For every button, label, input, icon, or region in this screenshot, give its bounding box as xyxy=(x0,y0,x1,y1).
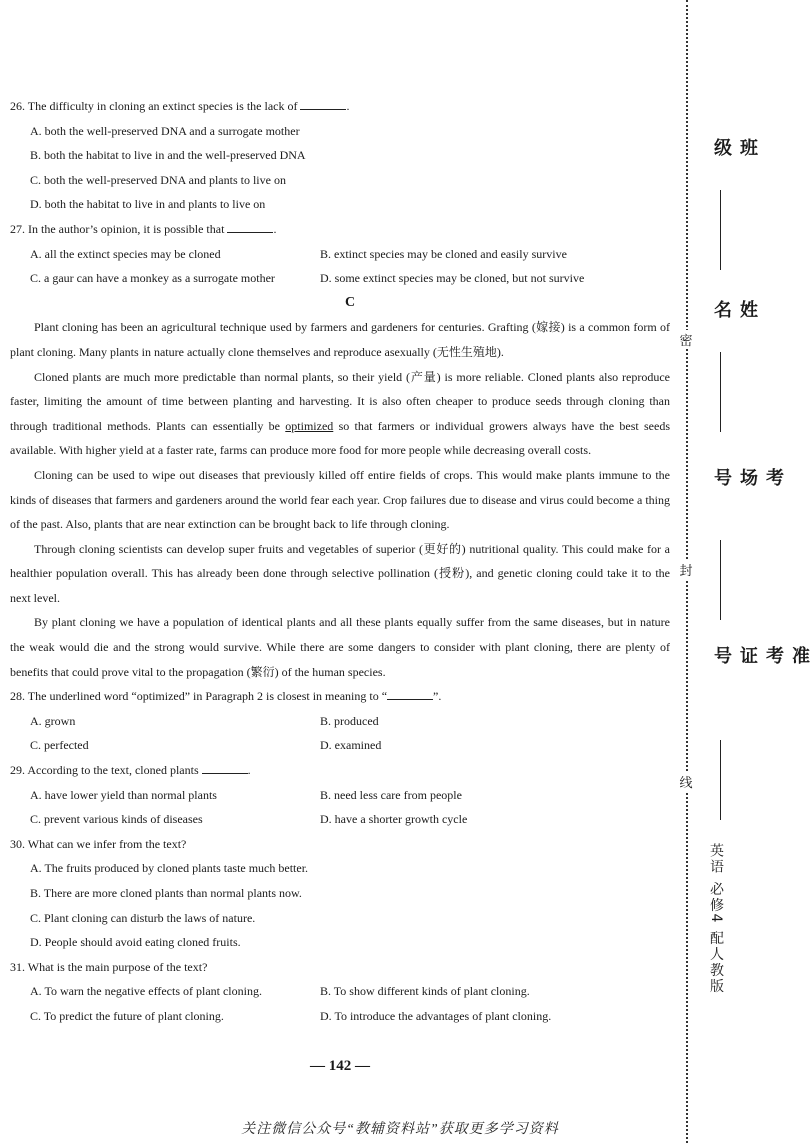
question-30-option-a: A. The fruits produced by cloned plants taste much better. xyxy=(30,861,309,876)
question-31-option-c: C. To predict the future of plant cloning. xyxy=(30,1008,224,1023)
question-29-option-d: D. have a shorter growth cycle xyxy=(320,812,468,827)
field-admission-no-line xyxy=(720,740,721,820)
field-class-line xyxy=(720,190,721,270)
question-26-stem: 26. The difficulty in cloning an extinct species is the lack of . xyxy=(10,99,350,113)
passage-paragraph-5: By plant cloning we have a population of identical plants and all these plants equally suffer from the same diseases, but in nature the weak would die and the strong would survive. While there are some dangers to consider with plant cloning, there are plenty of benefits that could prove vital to the propagation (繁衍) of the human species. xyxy=(10,615,670,679)
field-exam-room-label: 考场号 xyxy=(711,468,784,488)
underlined-word: optimized xyxy=(285,418,334,433)
field-class-label: 班级 xyxy=(711,138,758,158)
question-31-option-a: A. To warn the negative effects of plant cloning. xyxy=(30,984,262,999)
answer-blank xyxy=(300,97,346,110)
field-admission-no-label: 准考证号 xyxy=(711,646,810,666)
answer-blank xyxy=(227,220,273,233)
footer-note: 关注微信公众号“教辅资料站”获取更多学习资料 xyxy=(241,1122,559,1137)
question-26-option-b: B. both the habitat to live in and the well-preserved DNA xyxy=(30,148,306,163)
passage-paragraph-2: Cloned plants are much more predictable than normal plants, so their yield (产量) is more reliable. Cloned plants also reproduce faster, limiting the amount of time between planting and harvesting. It is also often cheaper to produce seeds through cloning than through traditional methods. Plants can essentially be optimized so that farmers or individual growers always have the best seeds available. With higher yield at a faster rate, farms can produce more food for more people while decreasing overall costs. xyxy=(10,369,670,458)
passage-paragraph-4: Through cloning scientists can develop super fruits and vegetables of superior (更好的) nutritional quality. This could make for a healthier population overall. This has already been done through selective pollination (授粉), and genetic cloning could take it to the next level. xyxy=(10,541,670,605)
question-29-options-row-2 xyxy=(10,807,670,832)
question-28-options-row-1 xyxy=(10,709,670,734)
question-30-option-d: D. People should avoid eating cloned fruits. xyxy=(30,935,241,950)
passage-paragraph-1: Plant cloning has been an agricultural technique used by farmers and gardeners for centuries. Grafting (嫁接) is a common form of plant cloning. Many plants in nature actually clone themselves and reproduce asexually (无性生殖地). xyxy=(10,320,670,359)
seal-char-feng: 封 xyxy=(676,560,696,579)
question-27-option-d: D. some extinct species may be cloned, but not survive xyxy=(320,271,585,286)
question-27-option-c: C. a gaur can have a monkey as a surrogate mother xyxy=(30,271,275,286)
question-28-option-c: C. perfected xyxy=(30,738,89,753)
question-31-options-row-2 xyxy=(10,1004,670,1029)
question-29-options-row-1 xyxy=(10,783,670,808)
question-31-options-row-1 xyxy=(10,979,670,1004)
main-content xyxy=(10,94,670,1029)
question-26-option-a: A. both the well-preserved DNA and a surrogate mother xyxy=(30,123,300,138)
question-30-stem: 30. What can we infer from the text? xyxy=(10,836,187,851)
page-number: — 142 — xyxy=(310,1058,370,1074)
question-29-option-a: A. have lower yield than normal plants xyxy=(30,787,217,802)
field-name-line xyxy=(720,352,721,432)
question-31-option-d: D. To introduce the advantages of plant cloning. xyxy=(320,1008,552,1023)
question-30-option-b: B. There are more cloned plants than normal plants now. xyxy=(30,886,302,900)
question-27-option-b: B. extinct species may be cloned and easily survive xyxy=(320,246,567,261)
question-27-stem: 27. In the author’s opinion, it is possible that . xyxy=(10,221,277,236)
section-c-heading: C xyxy=(344,294,356,310)
subject-label: 英语 必修4 配人教版 xyxy=(708,843,724,995)
question-31-option-b: B. To show different kinds of plant cloning. xyxy=(320,984,530,999)
question-29-option-b: B. need less care from people xyxy=(320,787,462,802)
question-28-option-b: B. produced xyxy=(320,713,379,728)
question-31-stem: 31. What is the main purpose of the text? xyxy=(10,959,208,974)
passage-paragraph-3: Cloning can be used to wipe out diseases that previously killed off entire fields of crops. This would make plants immune to the kinds of diseases that farmers and gardeners around the world fear each year. Crop failures due to disease and virus could become a thing of the past. Also, plants that are near extinction can be brought back to life through cloning. xyxy=(10,467,670,532)
field-exam-room-line xyxy=(720,540,721,620)
seal-char-xian: 线 xyxy=(676,772,696,791)
field-name-label: 姓名 xyxy=(711,300,758,320)
question-29-stem: 29. According to the text, cloned plants . xyxy=(10,763,251,778)
question-28-options-row-2 xyxy=(10,733,670,758)
question-28-option-d: D. examined xyxy=(320,738,382,753)
answer-blank xyxy=(202,761,248,774)
question-28-stem: 28. The underlined word “optimized” in Paragraph 2 is closest in meaning to “ ”. xyxy=(10,689,442,704)
question-27-options-row-2 xyxy=(10,266,670,291)
answer-blank xyxy=(387,687,433,700)
question-27-options-row-1 xyxy=(10,242,670,267)
seal-char-mi: 密 xyxy=(676,330,696,349)
question-26-option-c: C. both the well-preserved DNA and plants to live on xyxy=(30,172,286,187)
question-30-option-c: C. Plant cloning can disturb the laws of nature. xyxy=(30,910,256,925)
question-28-option-a: A. grown xyxy=(30,713,76,728)
question-29-option-c: C. prevent various kinds of diseases xyxy=(30,812,203,827)
question-27-option-a: A. all the extinct species may be cloned xyxy=(30,246,221,261)
question-26-option-d: D. both the habitat to live in and plants to live on xyxy=(30,197,266,212)
